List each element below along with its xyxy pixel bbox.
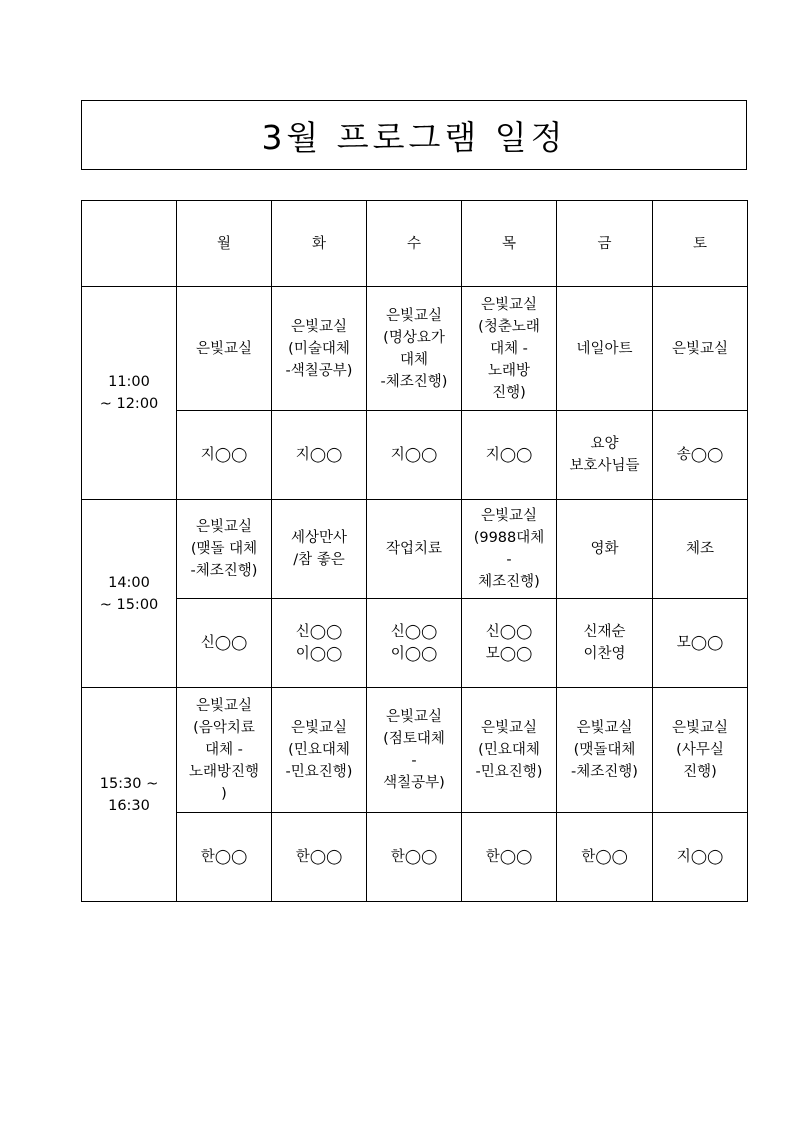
day-header: 금	[557, 201, 653, 287]
title-box	[81, 100, 747, 170]
instructor-cell-line: 이찬영	[583, 646, 626, 662]
time-cell-line: 15:30 ~	[99, 775, 159, 792]
program-cell-line: 은빛교실	[385, 307, 443, 324]
program-cell-line: 은빛교실	[480, 296, 538, 313]
program-cell-line: (9988대체	[473, 530, 545, 546]
instructor-cell-line: 지◯◯	[200, 447, 248, 463]
instructor-cell-line: 신◯◯	[200, 635, 248, 651]
instructor-cell	[367, 813, 462, 902]
instructor-row	[82, 411, 748, 500]
instructor-cell	[272, 813, 367, 902]
instructor-row	[82, 813, 748, 902]
program-cell-line: 은빛교실	[480, 720, 538, 736]
program-cell	[177, 287, 272, 411]
time-cell	[82, 500, 177, 688]
instructor-cell-line: 한◯◯	[200, 849, 248, 865]
program-cell-line: -민요진행)	[285, 764, 353, 780]
instructor-cell	[557, 599, 653, 688]
instructor-cell	[462, 411, 557, 500]
program-cell	[367, 688, 462, 813]
program-cell-line: -체조진행)	[571, 764, 638, 780]
program-cell-line: 세상만사	[290, 530, 348, 546]
program-cell-line: (사무실	[676, 742, 724, 758]
program-cell	[462, 287, 557, 411]
program-cell-line: )	[221, 786, 227, 802]
instructor-cell-line: 신재순	[583, 624, 626, 640]
program-cell-line: (민요대체	[288, 742, 350, 758]
program-row	[82, 500, 748, 599]
program-cell-line: (맷돌대체	[573, 742, 636, 758]
instructor-cell	[367, 411, 462, 500]
program-cell-line: 영화	[590, 541, 619, 557]
instructor-cell	[653, 411, 748, 500]
program-cell	[272, 500, 367, 599]
day-header: 목	[462, 201, 557, 287]
instructor-cell	[177, 599, 272, 688]
program-cell	[557, 500, 653, 599]
instructor-cell-line: 모◯◯	[676, 635, 724, 651]
program-cell	[557, 688, 653, 813]
program-row	[82, 688, 748, 813]
program-cell-line: 색칠공부)	[383, 775, 445, 791]
instructor-row	[82, 599, 748, 688]
program-cell-line: (명상요가	[383, 329, 445, 346]
program-cell-line: 작업치료	[385, 541, 443, 557]
program-cell-line: 은빛교실	[385, 709, 443, 725]
day-header: 월	[177, 201, 272, 287]
instructor-cell	[653, 813, 748, 902]
instructor-cell-line: 신◯◯	[295, 624, 343, 640]
instructor-cell	[653, 599, 748, 688]
instructor-cell-line: 한◯◯	[485, 849, 533, 865]
instructor-cell-line: 모◯◯	[485, 646, 533, 662]
instructor-cell-line: 지◯◯	[676, 849, 724, 865]
program-cell-line: -체조진행)	[380, 373, 448, 390]
program-row	[82, 287, 748, 411]
program-cell-line: 은빛교실	[195, 340, 253, 357]
program-cell	[653, 688, 748, 813]
program-cell-line: (민요대체	[478, 742, 540, 758]
program-cell	[462, 688, 557, 813]
program-cell-line: 대체	[399, 351, 428, 368]
program-cell-line: 대체 -	[205, 742, 243, 758]
instructor-cell	[177, 813, 272, 902]
program-cell-line: 체조	[685, 541, 714, 557]
program-cell-line: (음악치료	[193, 720, 255, 736]
program-cell-line: 은빛교실	[480, 508, 538, 524]
program-cell-line: (미술대체	[288, 340, 350, 357]
instructor-cell	[557, 411, 653, 500]
instructor-cell	[177, 411, 272, 500]
program-cell	[653, 287, 748, 411]
instructor-cell-line: 지◯◯	[485, 447, 533, 463]
time-cell-line: ~ 12:00	[99, 396, 159, 412]
program-cell-line: -체조진행)	[190, 563, 258, 579]
day-header: 화	[272, 201, 367, 287]
program-cell	[367, 500, 462, 599]
program-cell-line: 대체 -	[490, 340, 528, 357]
instructor-cell-line: 송◯◯	[676, 447, 724, 463]
program-cell-line: (점토대체	[383, 731, 445, 747]
page-title: 3월 프로그램 일정	[261, 117, 567, 157]
day-header: 토	[653, 201, 748, 287]
program-cell-line: -민요진행)	[475, 764, 543, 780]
program-cell-line: (맺돌 대체	[190, 541, 258, 557]
time-cell-line: 14:00	[108, 574, 150, 591]
instructor-cell-line: 보호사님들	[569, 458, 640, 474]
program-cell	[272, 287, 367, 411]
time-cell	[82, 287, 177, 500]
time-cell	[82, 688, 177, 902]
program-cell-line: 은빛교실	[195, 519, 253, 535]
program-cell-line: 은빛교실	[290, 720, 348, 736]
program-cell-line: -색칠공부)	[285, 362, 353, 379]
day-header: 수	[367, 201, 462, 287]
instructor-cell	[462, 599, 557, 688]
instructor-cell	[272, 411, 367, 500]
program-cell-line: 네일아트	[576, 340, 633, 357]
instructor-cell-line: 신◯◯	[485, 624, 533, 640]
program-cell-line: /참 좋은	[293, 552, 345, 568]
program-cell-line: 진행)	[492, 384, 526, 401]
instructor-cell	[272, 599, 367, 688]
program-cell	[177, 688, 272, 813]
instructor-cell-line: 이◯◯	[390, 646, 438, 662]
program-cell-line: -	[506, 552, 512, 568]
program-cell	[462, 500, 557, 599]
program-cell-line: 은빛교실	[195, 698, 253, 714]
program-cell-line: 은빛교실	[290, 318, 348, 335]
program-cell-line: 은빛교실	[576, 720, 633, 736]
program-cell-line: 노래방	[487, 362, 531, 379]
instructor-cell-line: 한◯◯	[390, 849, 438, 865]
instructor-cell	[367, 599, 462, 688]
instructor-cell-line: 신◯◯	[390, 624, 438, 640]
instructor-cell-line: 지◯◯	[390, 447, 438, 463]
instructor-cell-line: 이◯◯	[295, 646, 343, 662]
instructor-cell-line: 한◯◯	[295, 849, 343, 865]
program-cell-line: 체조진행)	[478, 574, 540, 590]
header-row	[82, 201, 748, 287]
program-cell	[367, 287, 462, 411]
corner-cell	[82, 201, 177, 287]
time-cell-line: 16:30	[108, 797, 150, 814]
program-cell-line: (청춘노래	[478, 318, 540, 335]
instructor-cell	[462, 813, 557, 902]
program-cell-line: -	[411, 753, 417, 769]
time-cell-line: ~ 15:00	[99, 596, 159, 613]
program-cell	[557, 287, 653, 411]
program-cell	[272, 688, 367, 813]
time-cell-line: 11:00	[108, 374, 150, 390]
instructor-cell	[557, 813, 653, 902]
instructor-cell-line: 한◯◯	[581, 849, 628, 865]
program-cell-line: 은빛교실	[671, 340, 729, 357]
program-cell-line: 진행)	[683, 764, 717, 780]
program-cell-line: 은빛교실	[671, 720, 729, 736]
program-cell-line: 노래방진행	[188, 764, 260, 780]
program-cell	[177, 500, 272, 599]
instructor-cell-line: 요양	[590, 436, 619, 452]
program-cell	[653, 500, 748, 599]
instructor-cell-line: 지◯◯	[295, 447, 343, 463]
schedule-table	[81, 200, 748, 902]
